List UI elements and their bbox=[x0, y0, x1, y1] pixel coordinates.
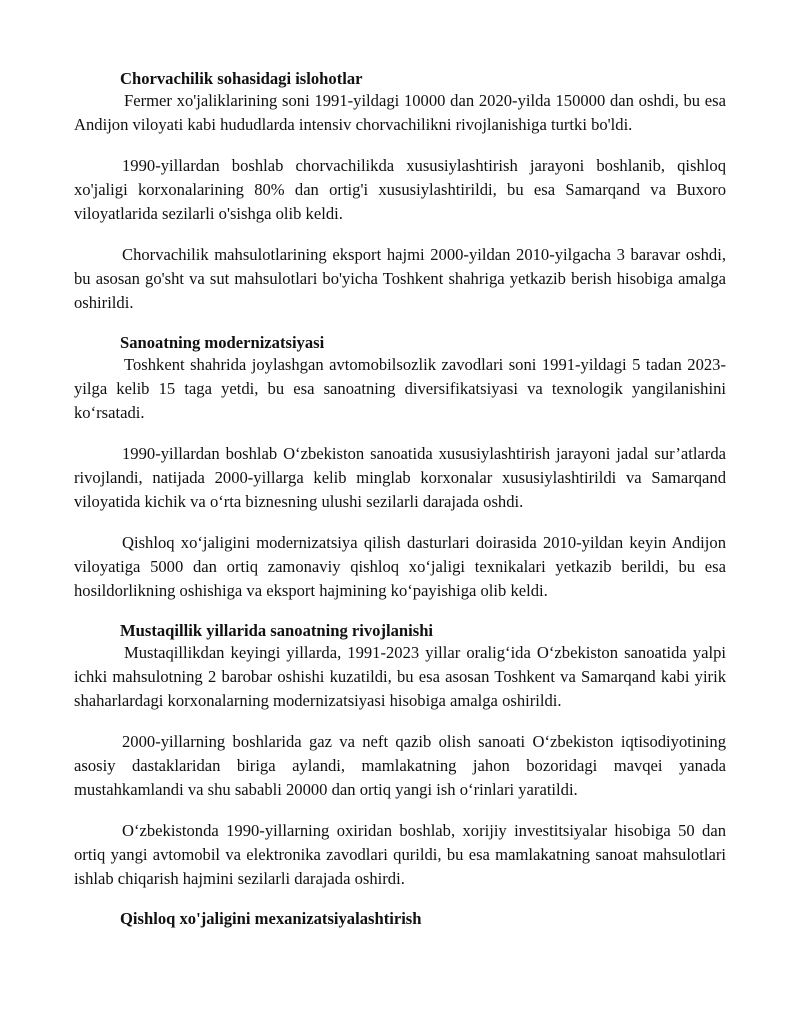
section-heading: Qishloq xo'jaligini mexanizatsiyalashtirish bbox=[120, 909, 422, 928]
paragraph: Qishloq xo‘jaligini modernizatsiya qilish dasturlari doirasida 2010-yildan keyin Andijon viloyatiga 5000 dan ortiq zamonaviy qishloq xo‘jaligi texnikalari yetkazib berildi, bu esa hosildorlikning oshishiga va eksport hajmining ko‘payishiga olib keldi. bbox=[74, 533, 726, 600]
document-page bbox=[74, 68, 726, 929]
paragraph: Fermer xo'jaliklarining soni 1991-yildagi 10000 dan 2020-yilda 150000 dan oshdi, bu esa Andijon viloyati kabi hududlarda intensiv chorvachilikni rivojlanishiga turtki bo'ldi. bbox=[74, 91, 726, 134]
paragraph: Chorvachilik mahsulotlarining eksport hajmi 2000-yildan 2010-yilgacha 3 baravar oshdi, bu asosan go'sht va sut mahsulotlari bo'yicha Toshkent shahriga yetkazib berish hisobiga amalga oshirildi. bbox=[74, 245, 726, 312]
paragraph: 1990-yillardan boshlab chorvachilikda xususiylashtirish jarayoni boshlanib, qishloq xo'jaligi korxonalarining 80% dan ortig'i xususiylashtirildi, bu esa Samarqand va Buxoro viloyatlarida sezilarli o'sishga olib keldi. bbox=[74, 156, 726, 223]
section-heading: Sanoatning modernizatsiyasi bbox=[120, 333, 325, 352]
section-livestock-reforms bbox=[74, 68, 726, 315]
paragraph: O‘zbekistonda 1990-yillarning oxiridan boshlab, xorijiy investitsiyalar hisobiga 50 dan ortiq yangi avtomobil va elektronika zavodlari qurildi, bu esa mamlakatning sanoat mahsulotlari ishlab chiqarish hajmini sezilarli darajada oshirdi. bbox=[74, 821, 726, 888]
section-heading: Chorvachilik sohasidagi islohotlar bbox=[120, 69, 363, 88]
paragraph: 2000-yillarning boshlarida gaz va neft qazib olish sanoati O‘zbekiston iqtisodiyotining asosiy dastaklaridan biriga aylandi, mamlakatning jahon bozoridagi mavqei yanada mustahkamlandi va shu sababli 20000 dan ortiq yangi ish o‘rinlari yaratildi. bbox=[74, 732, 726, 799]
section-independence-industry bbox=[74, 620, 726, 891]
paragraph: 1990-yillardan boshlab O‘zbekiston sanoatida xususiylashtirish jarayoni jadal sur’atlarda rivojlandi, natijada 2000-yillarga kelib minglab korxonalar xususiylashtirildi va Samarqand viloyatida kichik va o‘rta biznesning ulushi sezilarli darajada oshdi. bbox=[74, 444, 726, 511]
section-heading: Mustaqillik yillarida sanoatning rivojlanishi bbox=[120, 621, 434, 640]
paragraph: Mustaqillikdan keyingi yillarda, 1991-2023 yillar oralig‘ida O‘zbekiston sanoatida yalpi ichki mahsulotning 2 barobar oshishi kuzatildi, bu esa asosan Toshkent va Samarqand kabi yirik shaharlardagi korxonalarning modernizatsiyasi hisobiga amalga oshirildi. bbox=[74, 643, 726, 710]
section-industry-modernization bbox=[74, 332, 726, 603]
section-agri-mechanization bbox=[74, 908, 726, 929]
paragraph: Toshkent shahrida joylashgan avtomobilsozlik zavodlari soni 1991-yildagi 5 tadan 2023-yilga kelib 15 taga yetdi, bu esa sanoatning diversifikatsiyasi va texnologik yangilanishini ko‘rsatadi. bbox=[74, 355, 726, 422]
